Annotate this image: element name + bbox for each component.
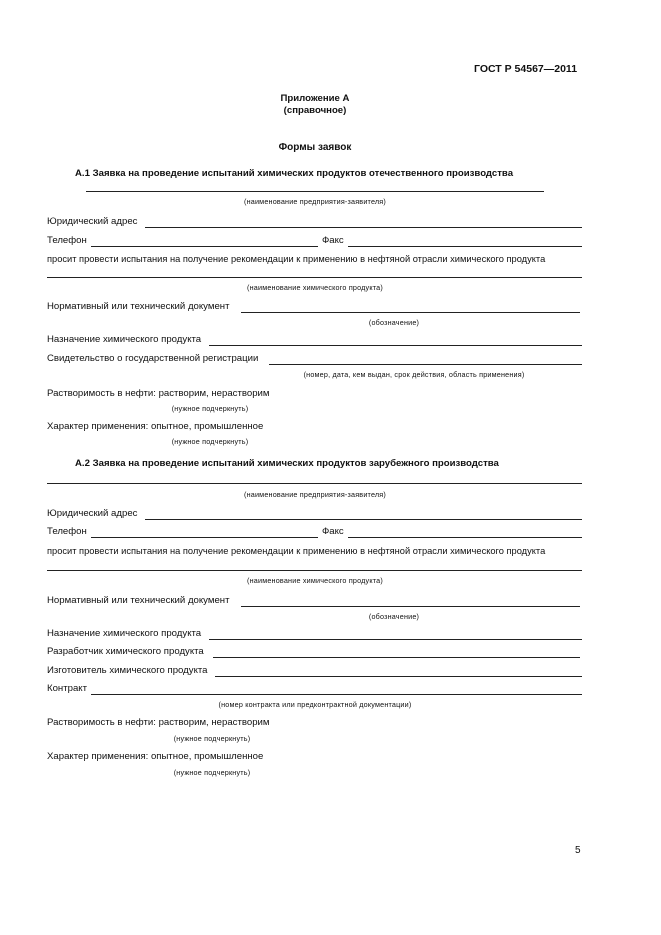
a2-purpose-label: Назначение химического продукта (47, 628, 202, 639)
a2-contract-line[interactable] (91, 694, 582, 695)
a2-applicant-caption: (наименование предприятия-заявителя) (244, 490, 386, 499)
a1-application-caption: (нужное подчеркнуть) (171, 437, 249, 446)
a2-application-text: Характер применения: опытное, промышленное (47, 751, 264, 762)
a2-solubility-caption: (нужное подчеркнуть) (173, 734, 251, 743)
a2-solubility-text: Растворимость в нефти: растворим, нерастворим (47, 717, 270, 728)
a1-solubility-caption: (нужное подчеркнуть) (171, 404, 249, 413)
a2-norm-doc-label: Нормативный или технический документ (47, 595, 230, 606)
a2-contract-caption: (номер контракта или предконтрактной документации) (218, 700, 412, 709)
a2-purpose-line[interactable] (209, 639, 582, 640)
appendix-subtitle: (справочное) (283, 105, 347, 116)
a2-manufacturer-line[interactable] (215, 676, 582, 677)
forms-title: Формы заявок (278, 142, 352, 153)
a1-purpose-label: Назначение химического продукта (47, 334, 202, 345)
a2-legal-address-line[interactable] (145, 519, 582, 520)
a1-request-text: просит провести испытания на получение рекомендации к применению в нефтяной отрасли химического продукта (47, 254, 546, 264)
a2-heading: А.2 Заявка на проведение испытаний химических продуктов зарубежного производства (75, 458, 499, 469)
a1-heading: А.1 Заявка на проведение испытаний химических продуктов отечественного производства (75, 168, 514, 179)
a2-phone-label: Телефон (47, 526, 87, 537)
a1-norm-doc-line[interactable] (241, 312, 580, 313)
a1-certificate-caption: (номер, дата, кем выдан, срок действия, область применения) (303, 370, 525, 379)
a1-applicant-line[interactable] (86, 191, 544, 192)
a1-product-line[interactable] (47, 277, 582, 278)
a2-phone-line[interactable] (91, 537, 318, 538)
page-number: 5 (575, 845, 581, 856)
a2-applicant-line[interactable] (47, 483, 582, 484)
a2-fax-label: Факс (322, 526, 344, 537)
a1-phone-line[interactable] (91, 246, 318, 247)
a1-norm-doc-label: Нормативный или технический документ (47, 301, 230, 312)
a2-legal-address-label: Юридический адрес (47, 508, 138, 519)
a1-fax-label: Факс (322, 235, 344, 246)
standard-number: ГОСТ Р 54567—2011 (474, 63, 578, 75)
a2-fax-line[interactable] (348, 537, 582, 538)
a1-phone-label: Телефон (47, 235, 87, 246)
a2-manufacturer-label: Изготовитель химического продукта (47, 665, 208, 676)
a1-legal-address-line[interactable] (145, 227, 582, 228)
a2-designation-caption: (обозначение) (368, 612, 420, 621)
a1-legal-address-label: Юридический адрес (47, 216, 138, 227)
a2-developer-line[interactable] (213, 657, 580, 658)
a1-designation-caption: (обозначение) (368, 318, 420, 327)
a1-certificate-label: Свидетельство о государственной регистрации (47, 353, 259, 364)
a2-contract-label: Контракт (47, 683, 87, 694)
a1-solubility-text: Растворимость в нефти: растворим, нерастворим (47, 388, 270, 399)
a2-application-caption: (нужное подчеркнуть) (173, 768, 251, 777)
a2-product-caption: (наименование химического продукта) (247, 576, 383, 585)
a1-product-caption: (наименование химического продукта) (247, 283, 383, 292)
a2-developer-label: Разработчик химического продукта (47, 646, 204, 657)
a1-applicant-caption: (наименование предприятия-заявителя) (244, 197, 386, 206)
a2-norm-doc-line[interactable] (241, 606, 580, 607)
a1-certificate-line[interactable] (269, 364, 582, 365)
a1-fax-line[interactable] (348, 246, 582, 247)
appendix-title: Приложение А (280, 93, 350, 104)
a2-product-line[interactable] (47, 570, 582, 571)
a2-request-text: просит провести испытания на получение рекомендации к применению в нефтяной отрасли химического продукта (47, 546, 546, 556)
a1-purpose-line[interactable] (209, 345, 582, 346)
a1-application-text: Характер применения: опытное, промышленное (47, 421, 264, 432)
